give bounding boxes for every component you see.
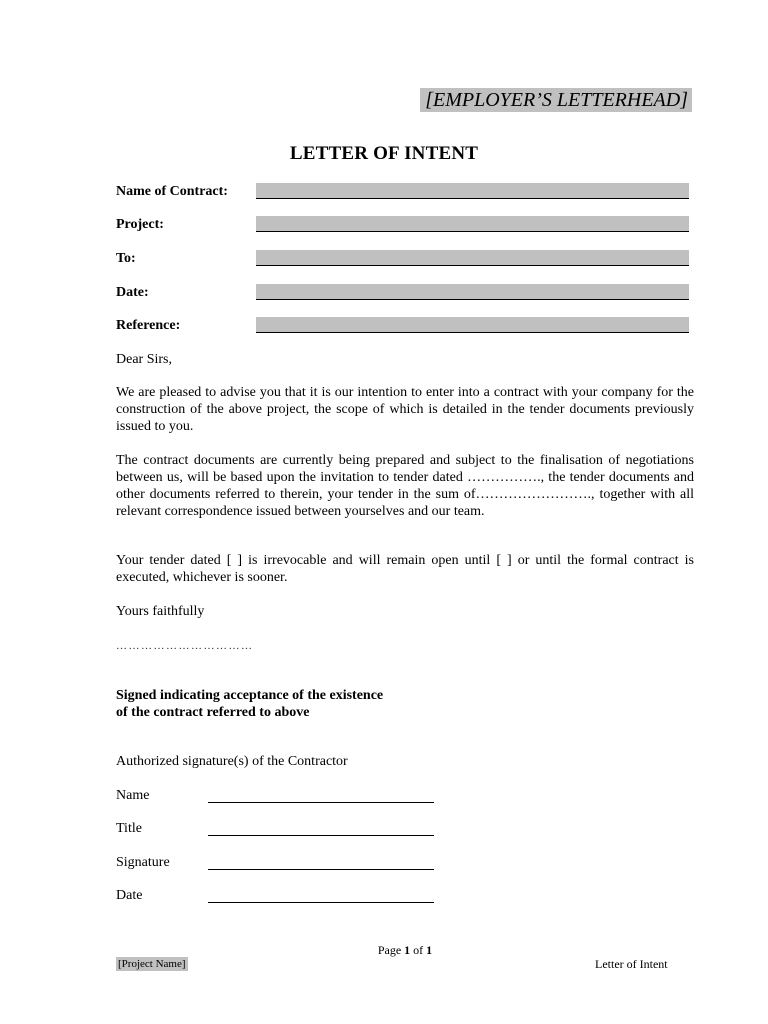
date-input[interactable] [256, 284, 689, 300]
sig-label: Signature [116, 855, 170, 870]
sig-label: Name [116, 788, 150, 803]
field-date [116, 283, 690, 303]
sig-row-signature [116, 854, 436, 874]
field-label: To: [116, 251, 136, 266]
field-project [116, 215, 690, 235]
reference-input[interactable] [256, 317, 689, 333]
field-label: Date: [116, 285, 149, 300]
paragraph-intention: We are pleased to advise you that it is our intention to enter into a contract with your company for the construction of the above project, the scope of which is detailed in the tender documents previously issued to you. [116, 385, 694, 434]
sig-row-name [116, 787, 436, 807]
title-signature-line[interactable] [208, 835, 434, 836]
page-total: 1 [426, 943, 433, 957]
document-title: LETTER OF INTENT [289, 143, 479, 164]
salutation: Dear Sirs, [116, 352, 172, 367]
sig-row-title [116, 820, 436, 840]
page-current: 1 [404, 943, 411, 957]
date-signature-line[interactable] [208, 902, 434, 903]
acceptance-line-2: of the contract referred to above [116, 705, 310, 720]
sig-row-date [116, 887, 436, 907]
page-number [0, 943, 768, 958]
closing: Yours faithfully [116, 604, 205, 619]
field-name-of-contract [116, 182, 690, 202]
signature-dotted-line: …………………………… [116, 640, 254, 652]
footer-document-name: Letter of Intent [595, 957, 668, 971]
field-label: Reference: [116, 318, 181, 333]
footer-project-name: [Project Name] [118, 958, 186, 970]
signature-line[interactable] [208, 869, 434, 870]
sig-label: Date [116, 888, 143, 903]
paragraph-tender-validity: Your tender dated [ ] is irrevocable and will remain open until [ ] or until the formal contract is executed, whichever is sooner. [116, 553, 694, 585]
field-label: Name of Contract: [116, 184, 228, 199]
project-input[interactable] [256, 216, 689, 232]
employer-letterhead: [EMPLOYER’S LETTERHEAD] [420, 88, 692, 112]
paragraph-contract-documents: The contract documents are currently being prepared and subject to the finalisation of negotiations between us, will be based upon the invitation to tender dated ……………., the tender documents and other documents referred to therein, your tender in the sum of……………………., together with all relevant correspondence issued between yourselves and our team. [116, 453, 694, 519]
field-to [116, 249, 690, 269]
page-prefix: Page [377, 943, 405, 957]
name-signature-line[interactable] [208, 802, 434, 803]
field-label: Project: [116, 217, 164, 232]
page-of: of [410, 943, 427, 957]
field-reference [116, 316, 690, 336]
authorized-signature-heading: Authorized signature(s) of the Contractor [116, 754, 348, 769]
sig-label: Title [116, 821, 142, 836]
to-input[interactable] [256, 250, 689, 266]
name-of-contract-input[interactable] [256, 183, 689, 199]
acceptance-line-1: Signed indicating acceptance of the existence [116, 688, 384, 703]
